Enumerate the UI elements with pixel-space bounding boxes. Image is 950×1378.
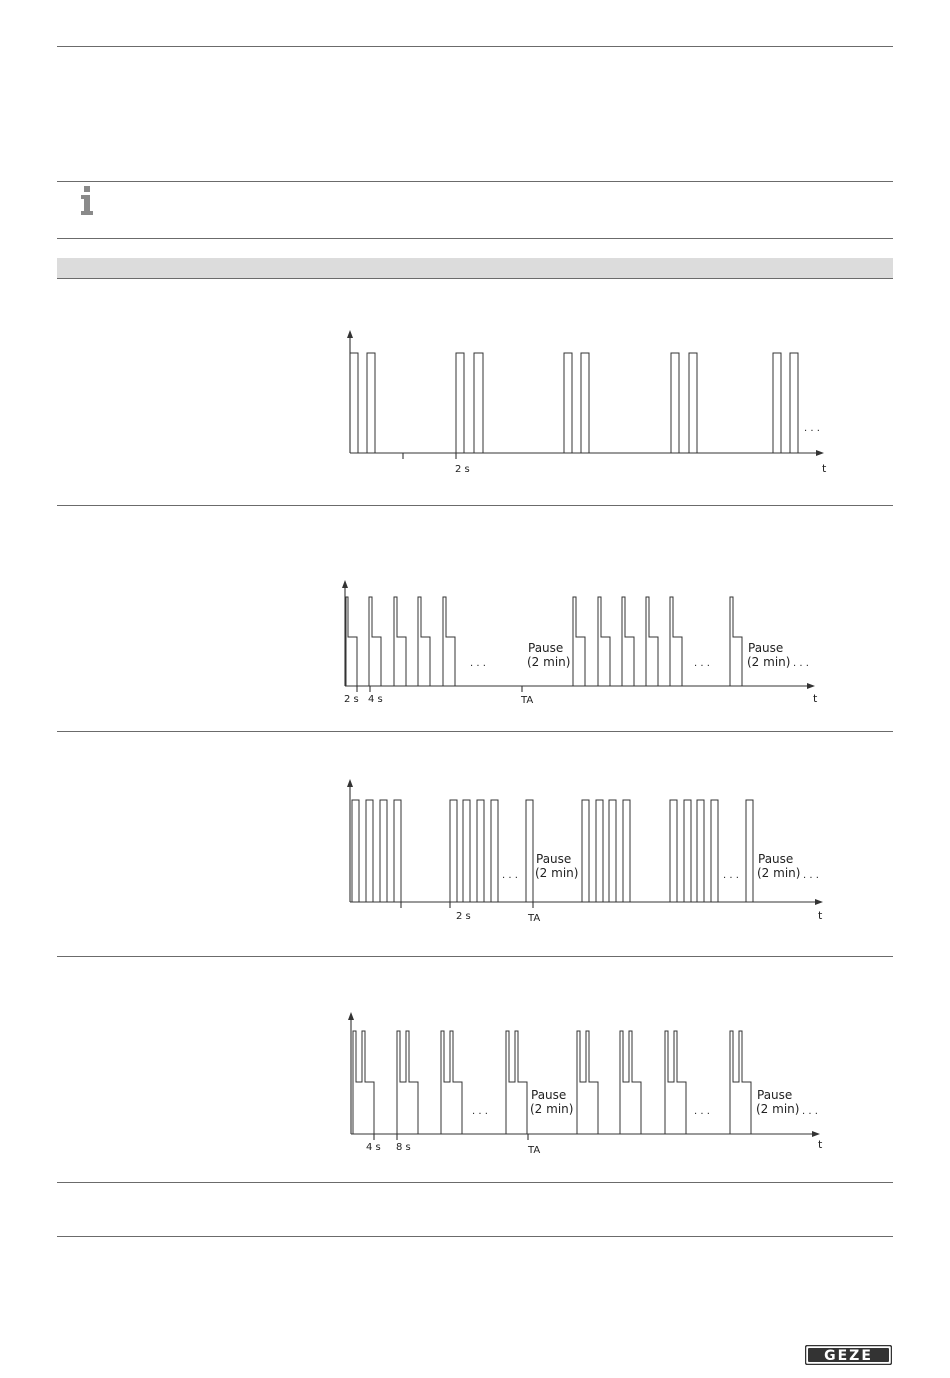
pause-label: Pause bbox=[528, 641, 564, 655]
tick-label-4s: 4 s bbox=[368, 694, 383, 705]
y-axis-arrow bbox=[342, 580, 348, 588]
pause-duration-label: (2 min) bbox=[530, 1102, 574, 1116]
x-axis-arrow bbox=[816, 450, 824, 456]
pause-duration-label: (2 min) bbox=[756, 1102, 800, 1116]
signal-diagram-4 bbox=[0, 1005, 950, 1160]
x-axis-arrow bbox=[812, 1131, 820, 1137]
ta-label: TA bbox=[521, 695, 534, 706]
y-axis-arrow bbox=[347, 779, 353, 787]
continuation-dots: . . . bbox=[472, 1106, 488, 1117]
tick-label-2s: 2 s bbox=[344, 694, 359, 705]
pulse-train bbox=[350, 353, 798, 453]
row-divider-1 bbox=[57, 505, 893, 506]
y-axis-arrow bbox=[347, 330, 353, 338]
x-axis-arrow bbox=[815, 899, 823, 905]
continuation-dots: . . . bbox=[502, 870, 518, 881]
pause-duration-label: (2 min) bbox=[757, 866, 801, 880]
continuation-dots: . . . bbox=[694, 1106, 710, 1117]
ta-label: TA bbox=[528, 1145, 541, 1156]
pause-label: Pause bbox=[748, 641, 784, 655]
row-divider-3 bbox=[57, 956, 893, 957]
row-divider-2 bbox=[57, 731, 893, 732]
tick-label-2s: 2 s bbox=[456, 911, 471, 922]
ta-label: TA bbox=[528, 913, 541, 924]
continuation-dots: . . . bbox=[723, 870, 739, 881]
tick-label-8s: 8 s bbox=[396, 1142, 411, 1153]
pause-label: Pause bbox=[536, 852, 572, 866]
continuation-dots: . . . bbox=[803, 870, 819, 881]
tick-label-2s: 2 s bbox=[455, 464, 470, 475]
top-rule bbox=[57, 46, 893, 47]
pause-duration-label: (2 min) bbox=[747, 655, 791, 669]
pause-label: Pause bbox=[758, 852, 794, 866]
row-divider-4 bbox=[57, 1182, 893, 1183]
tick-label-4s: 4 s bbox=[366, 1142, 381, 1153]
pause-duration-label: (2 min) bbox=[535, 866, 579, 880]
t-axis-label: t bbox=[818, 909, 823, 922]
note-bottom-rule bbox=[57, 238, 893, 239]
note-top-rule bbox=[57, 181, 893, 182]
pulse-train bbox=[352, 800, 753, 902]
continuation-dots: . . . bbox=[470, 658, 486, 669]
signal-diagram-2 bbox=[0, 575, 950, 715]
table-header-band bbox=[57, 258, 893, 279]
t-axis-label: t bbox=[813, 692, 818, 705]
logo-text: GEZE bbox=[824, 1348, 873, 1364]
pause-label: Pause bbox=[757, 1088, 793, 1102]
signal-diagram-1 bbox=[0, 325, 950, 485]
geze-logo bbox=[805, 1345, 892, 1365]
pause-duration-label: (2 min) bbox=[527, 655, 571, 669]
pulse-train bbox=[353, 1031, 751, 1134]
y-axis-arrow bbox=[348, 1012, 354, 1020]
signal-diagram-3 bbox=[0, 772, 950, 932]
continuation-dots: . . . bbox=[802, 1106, 818, 1117]
t-axis-label: t bbox=[818, 1138, 823, 1151]
t-axis-label: t bbox=[822, 462, 827, 475]
bottom-rule bbox=[57, 1236, 893, 1237]
continuation-dots: . . . bbox=[804, 423, 820, 434]
continuation-dots: . . . bbox=[793, 658, 809, 669]
pause-label: Pause bbox=[531, 1088, 567, 1102]
x-axis-arrow bbox=[807, 683, 815, 689]
info-icon bbox=[80, 186, 94, 216]
continuation-dots: . . . bbox=[694, 658, 710, 669]
